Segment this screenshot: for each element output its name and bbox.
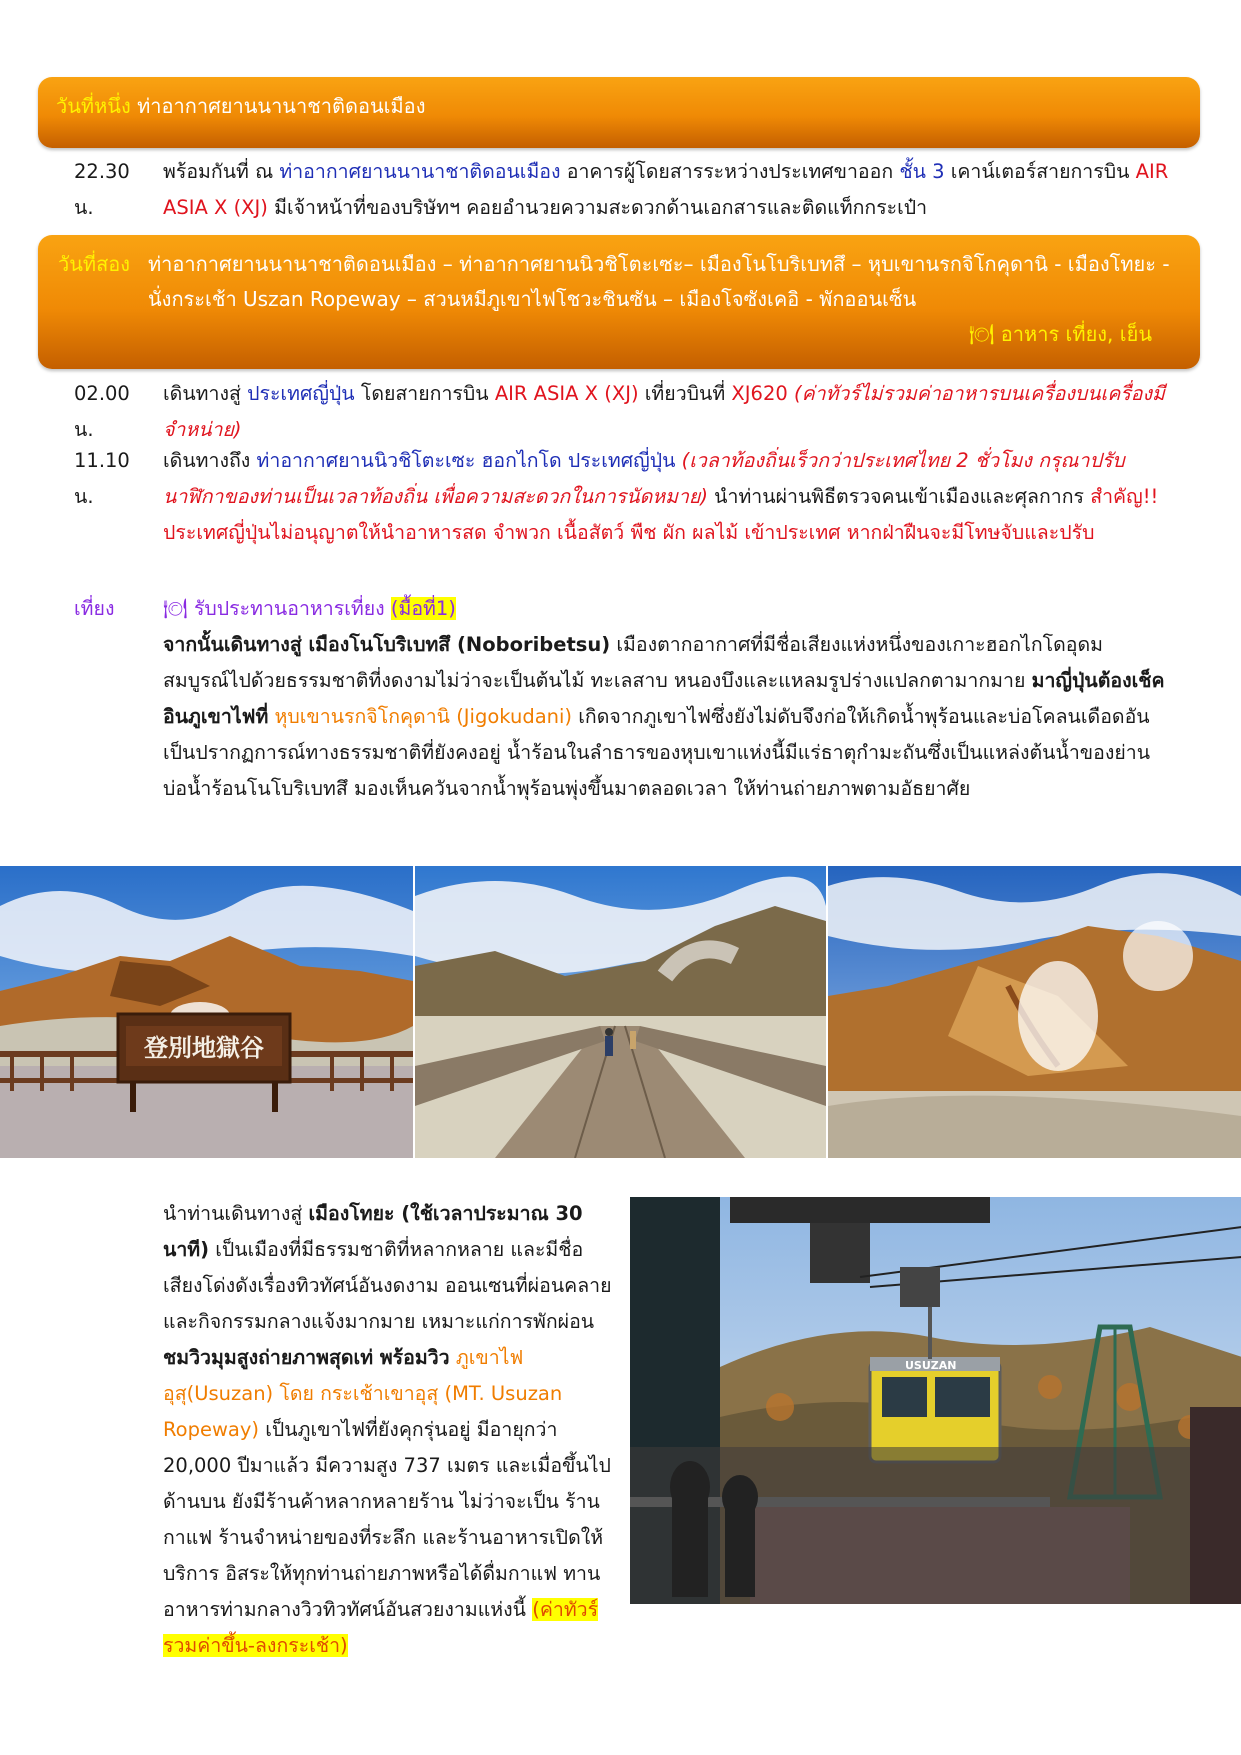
day1-header [38,77,1200,148]
noboribetsu-place: หุบเขานรกจิโกคุดานิ (Jigokudani) [268,705,573,728]
arrival-time: 11.10 น. [74,449,130,508]
flight-airline: AIR ASIA X (XJ) [494,382,639,405]
item-airline: AIR ASIA X (XJ) [163,160,1169,219]
boardwalk-photo [415,866,826,1158]
noboribetsu-bold: จากนั้นเดินทางสู่ เมืองโนโบริเบทสึ (Noboribetsu) [163,633,611,656]
item-text-part: มีเจ้าหน้าที่ของบริษัทฯ คอยอำนวยความสะดวกด้านเอกสารและติดแท็กกระเป๋า [267,196,928,219]
arrival-warning: สำคัญ!! ประเทศญี่ปุ่นไม่อนุญาตให้นำอาหารสด จำพวก เนื้อสัตว์ พืช ผัก ผลไม้ เข้าประเทศ หากฝ่าฝืนจะมีโทษจับและปรับ [163,485,1159,544]
day1-title: ท่าอากาศยานนานาชาติดอนเมือง [137,94,426,118]
toya-text-part: เป็นเมืองที่มีธรรมชาติที่หลากหลาย และมีชื่อเสียงโด่งดังเรื่องทิวทัศน์อันงดงาม ออนเซนที่ผ่อนคลาย และกิจกรรมกลางแจ้งมากมาย เหมาะแก่การพักผ่อน [163,1238,612,1333]
toya-place: ภูเขาไฟอุสุ(Usuzan) โดย กระเช้าเขาอุสุ (MT. Usuzan Ropeway) [163,1346,563,1441]
day2-meals: 🍽 อาหาร เที่ยง, เย็น [969,322,1152,346]
flight-country: ประเทศญี่ปุ่น [247,382,355,405]
item-floor: ชั้น 3 [899,160,945,183]
arrival-text-part: นำท่านผ่านพิธีตรวจคนเข้าเมืองและศุลกากร [707,485,1091,508]
lunch-label: เที่ยง [74,597,115,620]
lunch-meal-text: 🍽 รับประทานอาหารเที่ยง [163,597,391,620]
noboribetsu-text [163,627,1168,807]
flight-note: (ค่าทัวร์ไม่รวมค่าอาหารบนเครื่องบนเครื่องมีจำหน่าย) [163,382,1165,441]
flight-text [163,376,1173,448]
arrival-airport: ท่าอากาศยานนิวชิโตะเซะ ฮอกไกโด ประเทศญี่ปุ่น [256,449,676,472]
noboribetsu-text-part: เมืองตากอากาศที่มีชื่อเสียงแห่งหนึ่งของเกาะฮอกไกโดอุดมสมบูรณ์ไปด้วยธรรมชาติที่งดงามไม่ว่าจะเป็นต้นไม้ ทะเลสาบ หนองบึงและแหลมรูปร่างแปลกตามากมาย [163,633,1104,692]
toya-note: (ค่าทัวร์รวมค่าขึ้น-ลงกระเช้า) [163,1598,599,1657]
arrival-text-part: เดินทางถึง [163,449,257,472]
toya-bold: เมืองโทยะ (ใช้เวลาประมาณ 30 นาที) [163,1202,583,1261]
usuzan-ropeway-photo [630,1197,1241,1604]
noboribetsu-bold: มาญี่ปุ่นต้องเช็คอินภูเขาไฟที่ [163,669,1165,728]
item-text-part: อาคารผู้โดยสารระหว่างประเทศขาออก [560,160,900,183]
sign-text: 登別地獄谷 [144,1033,264,1062]
arrival-text [163,443,1168,551]
flight-time: 02.00 น. [74,382,130,441]
item-time: 22.30 น. [74,160,130,219]
jigokudani-sign-photo [0,866,413,1158]
toya-bold: ชมวิวมุมสูงถ่ายภาพสุดเท่ พร้อมวิว [163,1346,450,1369]
day2-header [38,235,1200,369]
steaming-valley-photo [828,866,1241,1158]
arrival-note: (เวลาท้องถิ่นเร็วกว่าประเทศไทย 2 ชั่วโมง กรุณาปรับนาฬิกาของท่านเป็นเวลาท้องถิ่น เพื่อความสะดวกในการนัดหมาย) [163,449,1125,508]
item-text-part: เคาน์เตอร์สายการบิน [944,160,1136,183]
lunch-text [163,591,1168,627]
day2-label: วันที่สอง [58,252,131,276]
gondola-label: USUZAN [905,1359,957,1372]
flight-text-part: เที่ยวบินที่ [638,382,732,405]
toya-text-part: เป็นภูเขาไฟที่ยังคุกรุ่นอยู่ มีอายุกว่า 20,000 ปีมาแล้ว มีความสูง 737 เมตร และเมื่อขึ้นไปด้านบน ยังมีร้านค้าหลากหลายร้าน ไม่ว่าจะเป็น ร้านกาแฟ ร้านจำหน่ายของที่ระลึก และร้านอาหารเปิดให้บริการ อิสระให้ทุกท่านถ่ายภาพหรือได้ดื่มกาแฟ ทานอาหารท่ามกลางวิวทิวทัศน์อันสวยงามแห่งนี้ [163,1418,611,1621]
flight-text-part: โดยสายการบิน [354,382,495,405]
noboribetsu-text-part: เกิดจากภูเขาไฟซึ่งยังไม่ดับจึงก่อให้เกิดน้ำพุร้อนและบ่อโคลนเดือดอันเป็นปรากฏการณ์ทางธรรมชาติที่ยังคงอยู่ น้ำร้อนในลำธารของหุบเขาแห่งนี้มีแร่ธาตุกำมะถันซึ่งเป็นแหล่งต้นน้ำของย่านบ่อน้ำร้อนโนโบริเบทสึ มองเห็นควันจากน้ำพุร้อนพุ่งขึ้นมาตลอดเวลา ให้ท่านถ่ายภาพตามอัธยาศัย [163,705,1151,800]
item-place: ท่าอากาศยานนานาชาติดอนเมือง [279,160,561,183]
toya-text-part: นำท่านเดินทางสู่ [163,1202,309,1225]
item-text [163,154,1173,226]
day1-label: วันที่หนึ่ง [56,94,131,118]
flight-number: XJ620 [731,382,788,405]
item-text-part: พร้อมกันที่ ณ [163,160,280,183]
flight-text-part: เดินทางสู่ [163,382,248,405]
day2-title: ท่าอากาศยานนานาชาติดอนเมือง – ท่าอากาศยานนิวชิโตะเซะ– เมืองโนโบริเบทสึ – หุบเขานรกจิโกคุดานิ - เมืองโทยะ - นั่งกระเช้า Uszan Ropeway – สวนหมีภูเขาไฟโชวะชินซัน – เมืองโจซังเคอิ - พักออนเซ็น [148,252,1170,311]
toya-paragraph [163,1196,615,1664]
lunch-meal-number: (มื้อที่1) [390,597,456,620]
